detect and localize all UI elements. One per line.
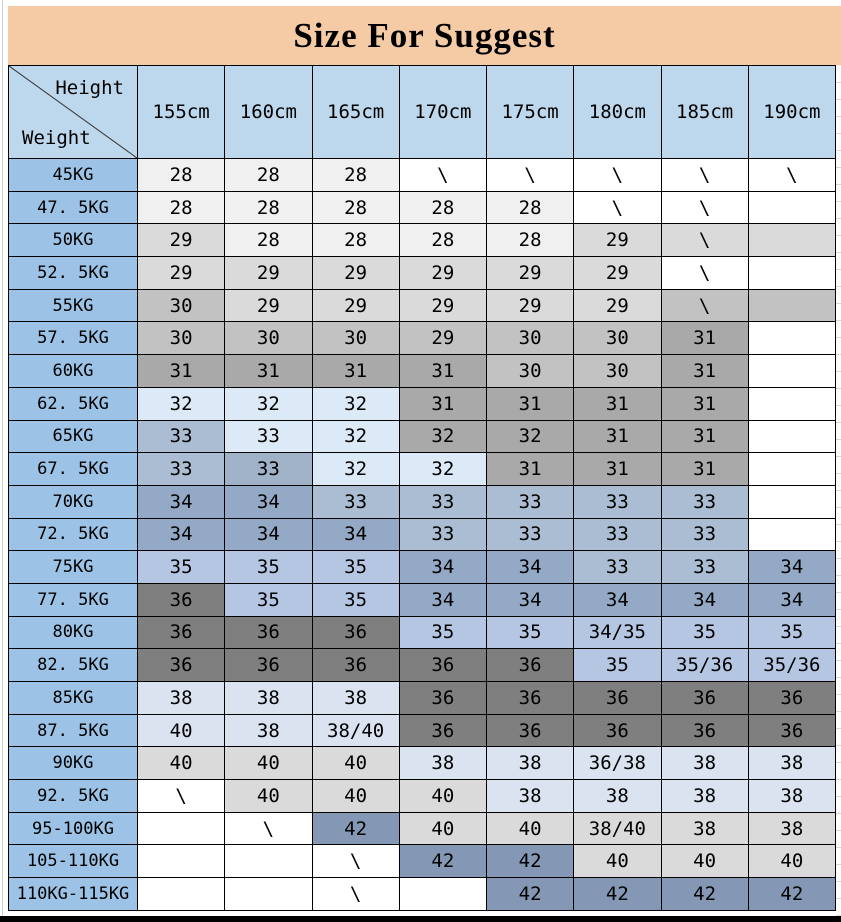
size-cell: 28 (138, 159, 225, 192)
size-cell: 38 (225, 714, 312, 747)
size-cell: 30 (138, 289, 225, 322)
size-cell (138, 812, 225, 845)
size-cell: 32 (399, 453, 486, 486)
size-cell: 38 (748, 747, 835, 780)
size-cell: 28 (312, 191, 399, 224)
size-cell: 33 (661, 518, 748, 551)
size-cell: \ (487, 159, 574, 192)
size-cell: 36 (748, 714, 835, 747)
spreadsheet-gridline (2, 0, 3, 916)
size-cell: 34 (225, 518, 312, 551)
size-cell: 34 (487, 551, 574, 584)
size-cell: 33 (399, 518, 486, 551)
size-cell: 38 (225, 682, 312, 715)
size-cell: 31 (487, 387, 574, 420)
weight-row-label: 80KG (9, 616, 138, 649)
size-cell: \ (312, 878, 399, 911)
weight-row-label: 110KG-115KG (9, 878, 138, 911)
size-cell: 38 (312, 682, 399, 715)
size-cell: \ (574, 191, 661, 224)
size-cell: 29 (225, 289, 312, 322)
table-row (9, 159, 836, 192)
height-weight-corner-cell (9, 66, 138, 159)
size-cell: 35 (312, 551, 399, 584)
size-cell: 42 (312, 812, 399, 845)
size-cell: 31 (661, 322, 748, 355)
size-cell: 36 (748, 682, 835, 715)
size-cell: 33 (661, 485, 748, 518)
size-cell: 34 (138, 518, 225, 551)
size-cell: 30 (487, 355, 574, 388)
weight-row-label: 92. 5KG (9, 780, 138, 813)
size-cell: 36 (487, 649, 574, 682)
table-row (9, 355, 836, 388)
size-cell: 35 (312, 583, 399, 616)
size-cell: 31 (661, 453, 748, 486)
size-cell (748, 518, 835, 551)
size-cell: \ (312, 845, 399, 878)
size-cell: 34 (225, 485, 312, 518)
size-cell: 31 (399, 387, 486, 420)
weight-row-label: 57. 5KG (9, 322, 138, 355)
size-cell: 36 (661, 714, 748, 747)
height-column-header: 160cm (225, 66, 312, 159)
size-cell: 31 (399, 355, 486, 388)
size-cell: 28 (399, 191, 486, 224)
size-cell: 38 (138, 682, 225, 715)
size-cell: 34 (138, 485, 225, 518)
size-cell: 40 (138, 747, 225, 780)
size-cell (748, 453, 835, 486)
size-cell: 35 (225, 583, 312, 616)
size-cell: 34 (661, 583, 748, 616)
height-column-header: 175cm (487, 66, 574, 159)
size-cell: \ (661, 224, 748, 257)
size-cell: 31 (225, 355, 312, 388)
size-cell: 40 (574, 845, 661, 878)
weight-row-label: 45KG (9, 159, 138, 192)
table-row (9, 518, 836, 551)
weight-row-label: 105-110KG (9, 845, 138, 878)
table-row (9, 649, 836, 682)
size-cell: 29 (399, 289, 486, 322)
size-cell: 42 (487, 878, 574, 911)
size-cell: 36 (487, 714, 574, 747)
size-cell: \ (574, 159, 661, 192)
size-cell (748, 191, 835, 224)
size-cell: 32 (487, 420, 574, 453)
weight-row-label: 87. 5KG (9, 714, 138, 747)
size-cell: 42 (399, 845, 486, 878)
size-cell (138, 878, 225, 911)
size-cell: 36 (138, 616, 225, 649)
size-cell: 36 (225, 649, 312, 682)
size-cell: 36 (574, 714, 661, 747)
size-cell: 31 (574, 420, 661, 453)
size-cell: 36 (661, 682, 748, 715)
size-cell: 34/35 (574, 616, 661, 649)
size-cell: 33 (138, 453, 225, 486)
size-cell: 38 (574, 780, 661, 813)
size-cell: 33 (661, 551, 748, 584)
size-cell: 28 (487, 191, 574, 224)
size-cell: 28 (312, 159, 399, 192)
size-cell: 29 (574, 257, 661, 290)
size-cell: 29 (399, 257, 486, 290)
size-cell: 36 (399, 682, 486, 715)
size-cell (748, 289, 835, 322)
table-row (9, 224, 836, 257)
size-cell: 28 (138, 191, 225, 224)
table-row (9, 878, 836, 911)
table-row (9, 780, 836, 813)
height-column-header: 180cm (574, 66, 661, 159)
size-cell: 31 (661, 420, 748, 453)
size-cell: 33 (574, 518, 661, 551)
size-cell: 29 (312, 257, 399, 290)
table-row (9, 616, 836, 649)
size-cell (748, 485, 835, 518)
height-column-header: 155cm (138, 66, 225, 159)
weight-row-label: 65KG (9, 420, 138, 453)
size-cell: 30 (574, 355, 661, 388)
size-cell: 34 (399, 551, 486, 584)
size-cell: 38 (487, 747, 574, 780)
height-column-header: 165cm (312, 66, 399, 159)
size-cell (225, 878, 312, 911)
size-cell: 38 (661, 747, 748, 780)
size-cell: 36 (574, 682, 661, 715)
size-cell: 29 (487, 257, 574, 290)
size-cell: \ (661, 257, 748, 290)
size-cell: 40 (399, 812, 486, 845)
size-cell: 34 (574, 583, 661, 616)
size-cell: 35 (138, 551, 225, 584)
table-row (9, 812, 836, 845)
weight-row-label: 90KG (9, 747, 138, 780)
size-cell: 36 (487, 682, 574, 715)
weight-row-label: 50KG (9, 224, 138, 257)
height-column-header: 185cm (661, 66, 748, 159)
size-cell: 33 (138, 420, 225, 453)
size-cell: 28 (312, 224, 399, 257)
size-cell: \ (748, 159, 835, 192)
size-cell: 35 (661, 616, 748, 649)
size-cell: 32 (312, 420, 399, 453)
size-cell (748, 257, 835, 290)
size-cell: 42 (574, 878, 661, 911)
size-cell: 36 (312, 616, 399, 649)
size-cell: 38 (399, 747, 486, 780)
table-row (9, 420, 836, 453)
size-cell: 40 (138, 714, 225, 747)
size-cell: 36 (399, 714, 486, 747)
weight-row-label: 77. 5KG (9, 583, 138, 616)
table-title: Size For Suggest (8, 6, 841, 65)
size-cell: 40 (312, 780, 399, 813)
size-cell: 40 (487, 812, 574, 845)
weight-row-label: 47. 5KG (9, 191, 138, 224)
size-cell: 38 (487, 780, 574, 813)
size-cell: 42 (661, 878, 748, 911)
table-row (9, 845, 836, 878)
size-cell: 32 (312, 387, 399, 420)
size-cell: 34 (748, 551, 835, 584)
table-row (9, 485, 836, 518)
size-cell: 31 (487, 453, 574, 486)
size-cell: \ (399, 159, 486, 192)
size-cell: 38 (748, 812, 835, 845)
size-cell: 38/40 (312, 714, 399, 747)
weight-row-label: 55KG (9, 289, 138, 322)
size-table-body (9, 159, 836, 911)
size-cell: 36/38 (574, 747, 661, 780)
size-cell: 32 (399, 420, 486, 453)
weight-row-label: 60KG (9, 355, 138, 388)
size-cell: 33 (312, 485, 399, 518)
table-row (9, 682, 836, 715)
size-cell: \ (225, 812, 312, 845)
size-cell: 33 (225, 420, 312, 453)
size-cell: 36 (138, 649, 225, 682)
size-cell: 33 (399, 485, 486, 518)
table-row (9, 551, 836, 584)
size-cell: 36 (312, 649, 399, 682)
table-row (9, 714, 836, 747)
size-cell (748, 387, 835, 420)
size-cell (748, 322, 835, 355)
size-cell (399, 878, 486, 911)
size-cell: 31 (138, 355, 225, 388)
table-row (9, 322, 836, 355)
size-cell: 33 (487, 518, 574, 551)
size-cell: 28 (225, 224, 312, 257)
size-cell: 40 (225, 780, 312, 813)
table-row (9, 583, 836, 616)
size-cell: \ (661, 191, 748, 224)
size-cell: 40 (661, 845, 748, 878)
size-cell: 32 (138, 387, 225, 420)
size-cell: 31 (661, 355, 748, 388)
size-cell: 38 (661, 812, 748, 845)
size-cell: 31 (574, 453, 661, 486)
size-cell: 35 (225, 551, 312, 584)
size-cell: 40 (312, 747, 399, 780)
size-cell: 36 (399, 649, 486, 682)
size-cell: 34 (487, 583, 574, 616)
weight-row-label: 70KG (9, 485, 138, 518)
size-cell (748, 224, 835, 257)
size-cell: 29 (312, 289, 399, 322)
size-cell: 38 (661, 780, 748, 813)
size-cell: 29 (138, 257, 225, 290)
corner-weight-label: Weight (22, 127, 91, 149)
size-cell: 33 (487, 485, 574, 518)
table-row (9, 289, 836, 322)
table-row (9, 191, 836, 224)
size-cell: 30 (574, 322, 661, 355)
size-cell: 31 (574, 387, 661, 420)
size-cell: 32 (225, 387, 312, 420)
corner-height-label: Height (55, 77, 124, 99)
size-suggestion-table (8, 65, 836, 911)
size-cell: 35 (487, 616, 574, 649)
size-cell: 30 (312, 322, 399, 355)
size-cell: \ (661, 159, 748, 192)
size-cell: 29 (574, 224, 661, 257)
size-cell: 33 (574, 485, 661, 518)
height-column-header: 170cm (399, 66, 486, 159)
weight-row-label: 62. 5KG (9, 387, 138, 420)
size-cell (225, 845, 312, 878)
size-cell: 38/40 (574, 812, 661, 845)
spreadsheet-gridlines-right (836, 66, 841, 916)
size-cell: 32 (312, 453, 399, 486)
size-cell: \ (661, 289, 748, 322)
size-cell: 31 (312, 355, 399, 388)
table-row (9, 747, 836, 780)
size-cell: 28 (225, 159, 312, 192)
height-header-row (9, 66, 836, 159)
size-cell: 29 (487, 289, 574, 322)
size-cell: 35/36 (748, 649, 835, 682)
size-cell (748, 355, 835, 388)
size-cell: 36 (225, 616, 312, 649)
height-column-header: 190cm (748, 66, 835, 159)
size-cell: 40 (225, 747, 312, 780)
size-cell (748, 420, 835, 453)
size-cell: 29 (225, 257, 312, 290)
weight-row-label: 85KG (9, 682, 138, 715)
size-cell: 31 (661, 387, 748, 420)
size-cell: 40 (399, 780, 486, 813)
size-cell: \ (138, 780, 225, 813)
table-row (9, 257, 836, 290)
size-cell: 42 (487, 845, 574, 878)
size-cell: 35 (748, 616, 835, 649)
size-cell: 34 (312, 518, 399, 551)
table-row (9, 453, 836, 486)
size-cell: 28 (225, 191, 312, 224)
table-row (9, 387, 836, 420)
size-cell: 28 (487, 224, 574, 257)
size-cell: 29 (574, 289, 661, 322)
size-cell: 36 (138, 583, 225, 616)
bottom-black-strip (0, 916, 841, 922)
size-cell: 28 (399, 224, 486, 257)
weight-row-label: 75KG (9, 551, 138, 584)
weight-row-label: 95-100KG (9, 812, 138, 845)
size-cell: 29 (138, 224, 225, 257)
weight-row-label: 82. 5KG (9, 649, 138, 682)
size-cell: 40 (748, 845, 835, 878)
size-cell: 35/36 (661, 649, 748, 682)
size-cell (138, 845, 225, 878)
size-cell: 30 (225, 322, 312, 355)
size-cell: 33 (574, 551, 661, 584)
size-cell: 34 (399, 583, 486, 616)
size-cell: 30 (487, 322, 574, 355)
weight-row-label: 67. 5KG (9, 453, 138, 486)
size-cell: 38 (748, 780, 835, 813)
size-cell: 35 (399, 616, 486, 649)
weight-row-label: 52. 5KG (9, 257, 138, 290)
weight-row-label: 72. 5KG (9, 518, 138, 551)
size-cell: 35 (574, 649, 661, 682)
size-cell: 29 (399, 322, 486, 355)
size-cell: 34 (748, 583, 835, 616)
size-cell: 33 (225, 453, 312, 486)
size-cell: 42 (748, 878, 835, 911)
size-cell: 30 (138, 322, 225, 355)
